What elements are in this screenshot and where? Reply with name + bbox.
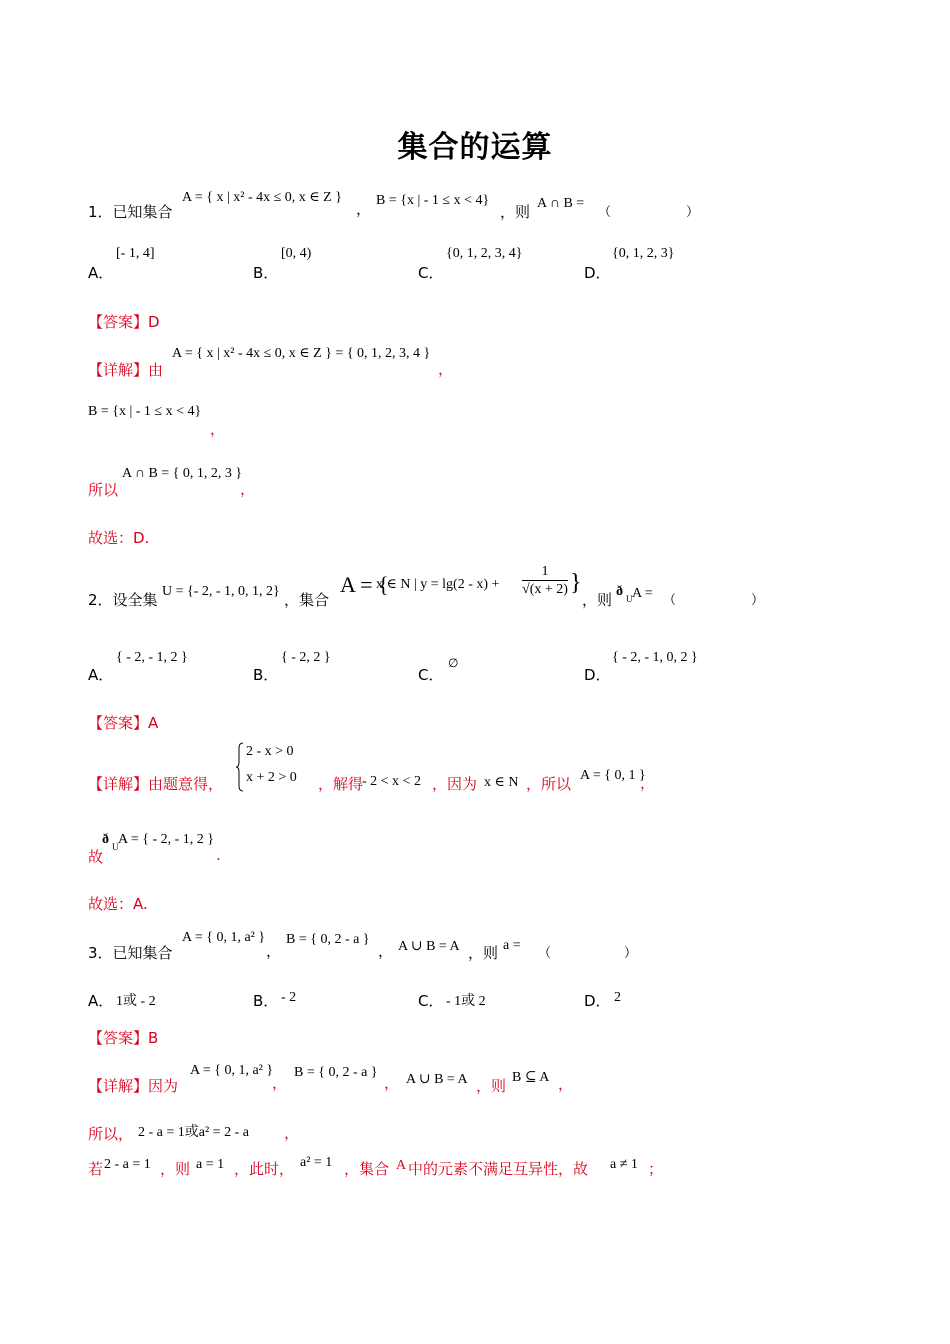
q1-conclusion: 故选：D. xyxy=(88,529,150,547)
q3-answer: 【答案】B xyxy=(88,1029,159,1047)
q3-line-3-c: a = 1 xyxy=(196,1157,225,1172)
q3-comma-1: ， xyxy=(266,942,282,960)
q2-system-line-2: x + 2 > 0 xyxy=(246,770,297,785)
q3-line-2-expr: 2 - a = 1或a² = 2 - a xyxy=(138,1125,249,1140)
q2-detail-mid-2: ，因为 xyxy=(432,775,478,793)
q1-detail-2-tail: ， xyxy=(210,420,226,438)
q2-fraction xyxy=(522,563,568,599)
q2-option-a-value: { - 2, - 1, 2 } xyxy=(116,650,188,665)
q2-set-a-left: A = { xyxy=(340,572,389,597)
q2-detail-2-tail: . xyxy=(216,846,221,864)
q2-option-b-label: B． xyxy=(253,666,279,684)
q1-set-b: B = {x | - 1 ≤ x < 4} xyxy=(376,193,490,208)
q1-option-c-label: C． xyxy=(418,264,444,282)
q2-complement: ð xyxy=(102,832,109,847)
q2-expr-tail: A = xyxy=(632,586,653,601)
q1-stem-prefix: 1．已知集合 xyxy=(88,203,173,221)
q3-line-2-head: 所以， xyxy=(88,1125,134,1143)
q3-line-3-b: ，则 xyxy=(160,1160,191,1178)
q2-system-brace xyxy=(236,742,244,792)
q2-detail-mid-1: ，解得 xyxy=(318,775,364,793)
q1-option-a-value: [- 1, 4] xyxy=(116,246,155,261)
q2-set-a-right: } xyxy=(570,570,582,596)
q1-detail-2: B = {x | - 1 ≤ x < 4} xyxy=(88,404,202,419)
q2-stem-prefix: 2．设全集 xyxy=(88,591,158,609)
q1-option-d-value: {0, 1, 2, 3} xyxy=(612,246,675,261)
q1-then: ，则 xyxy=(500,203,531,221)
q1-detail-3-tail: ， xyxy=(240,480,256,498)
q2-inequality: - 2 < x < 2 xyxy=(362,774,421,789)
q2-detail-2-head: 故 xyxy=(88,848,104,866)
q3-option-a-value: 1或 - 2 xyxy=(116,994,156,1009)
q3-line-3-f: ，集合 xyxy=(344,1160,390,1178)
q1-detail-1: A = { x | x² - 4x ≤ 0, x ∈ Z } = { 0, 1, 2, 3, 4 } xyxy=(172,346,431,361)
q3-detail-union: A ∪ B = A xyxy=(406,1072,468,1087)
q3-option-c-label: C． xyxy=(418,992,444,1010)
q3-line-3-j: ； xyxy=(648,1160,664,1178)
page-title: 集合的运算 xyxy=(397,130,553,165)
q1-option-d-label: D． xyxy=(584,264,611,282)
q3-then: ，则 xyxy=(468,944,499,962)
q3-set-b: B = { 0, 2 - a } xyxy=(286,932,370,947)
q2-frac-num: 1 xyxy=(522,563,568,581)
q3-option-d-label: D． xyxy=(584,992,611,1010)
q3-detail-then: ，则 xyxy=(476,1077,507,1095)
q2-option-d-label: D． xyxy=(584,666,611,684)
q3-detail-head: 【详解】因为 xyxy=(88,1077,179,1095)
q2-frac-den: √(x + 2) xyxy=(522,582,568,597)
q2-option-b-value: { - 2, 2 } xyxy=(281,650,331,665)
q2-option-c-value: ∅ xyxy=(448,656,459,670)
q3-line-2-tail: ， xyxy=(284,1124,300,1142)
q2-set-a-result: A = { 0, 1 } xyxy=(580,768,646,783)
q3-detail-subset: B ⊆ A xyxy=(512,1070,550,1085)
q2-set-a-cond: x ∈ N | y = lg(2 - x) + xyxy=(376,577,500,592)
q2-set-u: U = {- 2, - 1, 0, 1, 2} xyxy=(162,584,280,599)
q1-detail-3: A ∩ B = { 0, 1, 2, 3 } xyxy=(122,466,243,481)
q3-option-c-value: - 1或 2 xyxy=(446,994,486,1009)
q1-set-a: A = { x | x² - 4x ≤ 0, x ∈ Z } xyxy=(182,190,342,205)
q2-complement-result: A = { - 2, - 1, 2 } xyxy=(118,832,214,847)
q3-set-a: A = { 0, 1, a² } xyxy=(182,930,266,945)
q1-paren-open: （ xyxy=(598,205,612,220)
q1-detail-3-head: 所以 xyxy=(88,481,119,499)
q3-detail-tail: ， xyxy=(558,1075,574,1093)
q2-expr: ð xyxy=(616,584,623,599)
q2-detail-mid-3: ，所以 xyxy=(526,775,572,793)
q2-detail-head: 【详解】由题意得， xyxy=(88,775,224,793)
q1-paren-close: ） xyxy=(686,205,700,220)
q3-option-b-label: B． xyxy=(253,992,279,1010)
q1-expr: A ∩ B = xyxy=(537,196,585,211)
q2-answer: 【答案】A xyxy=(88,714,159,732)
brace-icon xyxy=(236,742,244,792)
q3-stem-prefix: 3．已知集合 xyxy=(88,944,173,962)
q2-paren-close: ） xyxy=(751,593,765,608)
q1-detail-head: 【详解】由 xyxy=(88,361,164,379)
q2-detail-tail: ， xyxy=(640,774,656,792)
q1-option-b-label: B． xyxy=(253,264,279,282)
q1-option-c-value: {0, 1, 2, 3, 4} xyxy=(446,246,523,261)
q1-detail-1-tail: ， xyxy=(438,360,454,378)
q1-comma: ， xyxy=(356,200,372,218)
q3-line-3-g: A xyxy=(396,1158,407,1173)
q2-paren-open: （ xyxy=(663,593,677,608)
q3-line-3-head: 若 xyxy=(88,1160,104,1178)
q3-line-3-e: a² = 1 xyxy=(300,1155,333,1170)
q1-answer: 【答案】D xyxy=(88,313,160,331)
q2-complement-sub: U xyxy=(112,842,119,852)
q3-option-b-value: - 2 xyxy=(281,990,297,1005)
q1-option-b-value: [0, 4) xyxy=(281,246,312,261)
q3-paren-open: （ xyxy=(538,946,552,961)
q3-detail-comma-1: ， xyxy=(272,1074,288,1092)
q2-mid: ，集合 xyxy=(284,591,330,609)
q3-paren-close: ） xyxy=(624,946,638,961)
q3-line-3-a: 2 - a = 1 xyxy=(104,1157,151,1172)
q3-line-3-i: a ≠ 1 xyxy=(610,1157,638,1172)
q2-system-line-1: 2 - x > 0 xyxy=(246,744,294,759)
q1-option-a-label: A． xyxy=(88,264,114,282)
q3-detail-set-b: B = { 0, 2 - a } xyxy=(294,1065,378,1080)
q2-conclusion: 故选：A. xyxy=(88,895,148,913)
q3-expr: a = xyxy=(503,938,521,953)
q2-option-a-label: A． xyxy=(88,666,114,684)
q3-detail-set-a: A = { 0, 1, a² } xyxy=(190,1063,274,1078)
q3-line-3-h: 中的元素不满足互异性，故 xyxy=(408,1160,589,1178)
q3-option-a-label: A． xyxy=(88,992,114,1010)
q2-option-d-value: { - 2, - 1, 0, 2 } xyxy=(612,650,698,665)
q2-then: ，则 xyxy=(582,591,613,609)
q3-union: A ∪ B = A xyxy=(398,939,460,954)
q2-option-c-label: C． xyxy=(418,666,444,684)
q3-line-3-d: ，此时， xyxy=(234,1160,295,1178)
q2-expr-sub: U xyxy=(626,594,633,604)
q3-option-d-value: 2 xyxy=(614,990,621,1005)
q3-comma-2: ， xyxy=(378,942,394,960)
q3-detail-comma-2: ， xyxy=(384,1074,400,1092)
q2-in-n: x ∈ N xyxy=(484,775,519,790)
